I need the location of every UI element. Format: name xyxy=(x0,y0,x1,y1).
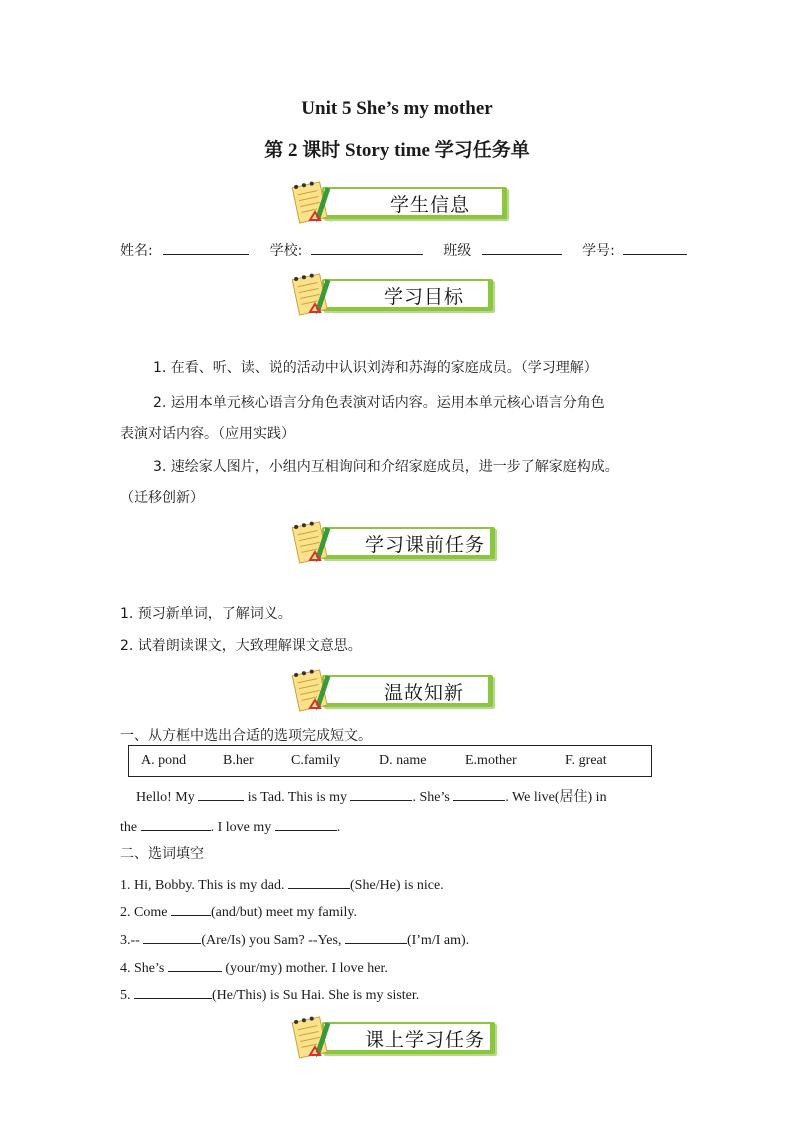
blank-2[interactable] xyxy=(350,786,412,801)
item-text: 3.-- xyxy=(120,933,140,948)
section-title: 学生信息 xyxy=(389,193,470,216)
exercise1-heading: 一、从方框中选出合适的选项完成短文。 xyxy=(120,728,372,744)
school-field[interactable] xyxy=(311,240,423,255)
section-banner-review xyxy=(288,666,500,716)
number-label: 学号: xyxy=(582,243,615,259)
notepad-pencil-icon xyxy=(288,1013,340,1063)
passage-text: the xyxy=(120,820,138,835)
blank[interactable] xyxy=(288,874,350,889)
class-label: 班级 xyxy=(443,243,472,259)
goal-2-cont: 表演对话内容。（应用实践） xyxy=(120,426,295,442)
name-field[interactable] xyxy=(163,240,249,255)
options-box xyxy=(128,745,652,777)
goal-2: 2. 运用本单元核心语言分角色表演对话内容。运用本单元核心语言分角色 xyxy=(153,395,605,411)
blank[interactable] xyxy=(171,901,211,916)
blank-1[interactable] xyxy=(198,786,244,801)
notepad-pencil-icon xyxy=(288,666,340,716)
item-text: (Are/Is) you Sam? --Yes, xyxy=(201,933,342,948)
page-title: Unit 5 She’s my mother xyxy=(301,98,493,119)
class-field[interactable] xyxy=(482,240,562,255)
section-banner-pre xyxy=(288,518,502,568)
exercise2-item-5 xyxy=(120,984,419,1006)
exercise2-item-1 xyxy=(120,874,444,896)
page-subtitle: 第 2 课时 Story time 学习任务单 xyxy=(264,140,530,161)
item-text: 1. Hi, Bobby. This is my dad. xyxy=(120,878,285,893)
blank[interactable] xyxy=(143,929,201,944)
goal-1: 1. 在看、听、读、说的活动中认识刘涛和苏海的家庭成员。（学习理解） xyxy=(153,360,598,376)
option-b: B.her xyxy=(223,753,254,768)
option-c: C.family xyxy=(291,753,341,768)
blank-4[interactable] xyxy=(141,816,211,831)
number-field[interactable] xyxy=(623,240,687,255)
passage-text: . xyxy=(336,820,341,835)
exercise2-item-3 xyxy=(120,929,469,951)
section-banner-goals xyxy=(288,270,500,320)
section-title: 学习目标 xyxy=(383,285,464,308)
passage-text: . I love my xyxy=(210,820,272,835)
blank-5[interactable] xyxy=(275,816,337,831)
item-text: (your/my) mother. I love her. xyxy=(225,961,388,976)
item-text: 2. Come xyxy=(120,905,168,920)
option-d: D. name xyxy=(379,753,427,768)
passage-text: . She’s xyxy=(412,790,450,805)
section-banner-info xyxy=(288,178,512,228)
notepad-pencil-icon xyxy=(288,518,340,568)
item-text: (and/but) meet my family. xyxy=(210,905,358,920)
blank[interactable] xyxy=(134,984,212,999)
passage-line-2 xyxy=(120,816,340,838)
passage-text: is Tad. This is my xyxy=(247,790,347,805)
goal-3: 3. 速绘家人图片，小组内互相询问和介绍家庭成员，进一步了解家庭构成。 xyxy=(153,459,619,475)
option-a: A. pond xyxy=(141,753,187,768)
item-text: (He/This) is Su Hai. She is my sister. xyxy=(212,988,420,1003)
blank-3[interactable] xyxy=(453,786,505,801)
exercise2-item-4 xyxy=(120,957,388,979)
pre-task-2: 2. 试着朗读课文，大致理解课文意思。 xyxy=(120,638,362,654)
name-label: 姓名: xyxy=(120,243,153,259)
notepad-pencil-icon xyxy=(288,270,340,320)
section-banner-inclass xyxy=(288,1013,502,1063)
item-text: 4. She’s xyxy=(120,961,165,976)
section-title: 学习课前任务 xyxy=(364,533,485,556)
option-f: F. great xyxy=(565,753,607,768)
blank[interactable] xyxy=(168,957,222,972)
student-info-row xyxy=(120,240,687,261)
section-title: 课上学习任务 xyxy=(364,1028,485,1051)
section-title: 温故知新 xyxy=(383,681,464,704)
option-e: E.mother xyxy=(465,753,517,768)
pre-task-1: 1. 预习新单词，了解词义。 xyxy=(120,606,292,622)
notepad-pencil-icon xyxy=(288,178,340,228)
passage-text: Hello! My xyxy=(136,790,195,805)
school-label: 学校: xyxy=(269,243,303,259)
exercise2-heading: 二、选词填空 xyxy=(120,846,204,862)
item-text: (She/He) is nice. xyxy=(350,878,444,893)
exercise2-item-2 xyxy=(120,901,357,923)
passage-line-1 xyxy=(136,786,607,808)
goal-3-cont: （迁移创新） xyxy=(120,490,204,506)
passage-text: . We live(居住) in xyxy=(505,790,607,805)
item-text: (I’m/I am). xyxy=(406,933,470,948)
item-text: 5. xyxy=(120,988,131,1003)
blank[interactable] xyxy=(345,929,407,944)
